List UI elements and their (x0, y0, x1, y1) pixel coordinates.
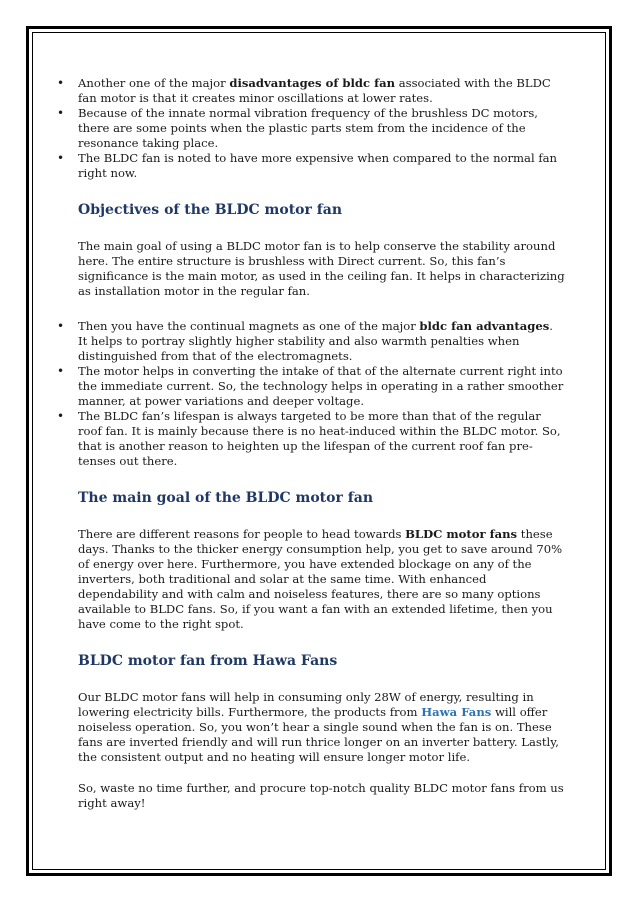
bullet-icon: • (57, 409, 65, 423)
list-item: • Because of the innate normal vibration frequency of the brushless DC motors, there are some points when the plastic parts stem from the incidence of the resonance taking place. (57, 106, 538, 150)
paragraph: There are different reasons for people to head towards BLDC motor fans these days. Thanks to the thicker energy consumption help, you get to save around 70% of energy over here. Furthermore, you have extended blockage on any of the inverters, both traditional and solar at the same time. With enhanced dependability and with calm and noiseless features, there are so many options available to BLDC fans. So, if you want a fan with an extended lifetime, then you have come to the right spot. (78, 527, 563, 631)
paragraph: So, waste no time further, and procure top-notch quality BLDC motor fans from us right away! (78, 781, 564, 810)
list-item: • The BLDC fan’s lifespan is always targeted to be more than that of the regular roof fan. It is mainly because there is no heat-induced within the BLDC motor. So, that is another reason to heighten up the lifespan of the current roof fan pre-tenses out there. (57, 409, 561, 468)
bullet-icon: • (57, 364, 65, 378)
bullet-icon: • (57, 319, 65, 333)
section-heading: The main goal of the BLDC motor fan (78, 490, 373, 506)
bold-text: disadvantages of bldc fan (229, 76, 396, 90)
list-item: • The motor helps in converting the intake of that of the alternate current right into the immediate current. So, the technology helps in operating in a rather smoother manner, at power variations and deeper voltage. (57, 364, 564, 408)
advantages-list (55, 319, 565, 469)
bold-text: bldc fan advantages (419, 319, 550, 333)
paragraph: The main goal of using a BLDC motor fan is to help conserve the stability around here. The entire structure is brushless with Direct current. So, this fan’s significance is the main motor, as used in the ceiling fan. It helps in characterizing as installation motor in the regular fan. (78, 239, 565, 298)
paragraph: Our BLDC motor fans will help in consuming only 28W of energy, resulting in lowering electricity bills. Furthermore, the products from Hawa Fans will offer noiseless operation. So, you won’t hear a single sound when the fan is on. These fans are inverted friendly and will run thrice longer on an inverter battery. Lastly, the consistent output and no heating will ensure longer motor life. (78, 690, 559, 764)
disadvantages-list (55, 76, 565, 181)
list-item: • Another one of the major disadvantages of bldc fan associated with the BLDC fan motor is that it creates minor oscillations at lower rates. (57, 76, 551, 105)
hawa-fans-link[interactable]: Hawa Fans (421, 705, 492, 719)
bold-text: BLDC motor fans (405, 527, 518, 541)
bullet-icon: • (57, 151, 65, 165)
list-item: • The BLDC fan is noted to have more expensive when compared to the normal fan right now. (57, 151, 558, 180)
document-body (55, 76, 565, 811)
list-item: • Then you have the continual magnets as one of the major bldc fan advantages. It helps to portray slightly higher stability and also warmth penalties when distinguished from that of the electromagnets. (57, 319, 553, 363)
bullet-icon: • (57, 76, 65, 90)
section-heading: BLDC motor fan from Hawa Fans (78, 653, 338, 669)
section-heading: Objectives of the BLDC motor fan (78, 202, 343, 218)
bullet-icon: • (57, 106, 65, 120)
